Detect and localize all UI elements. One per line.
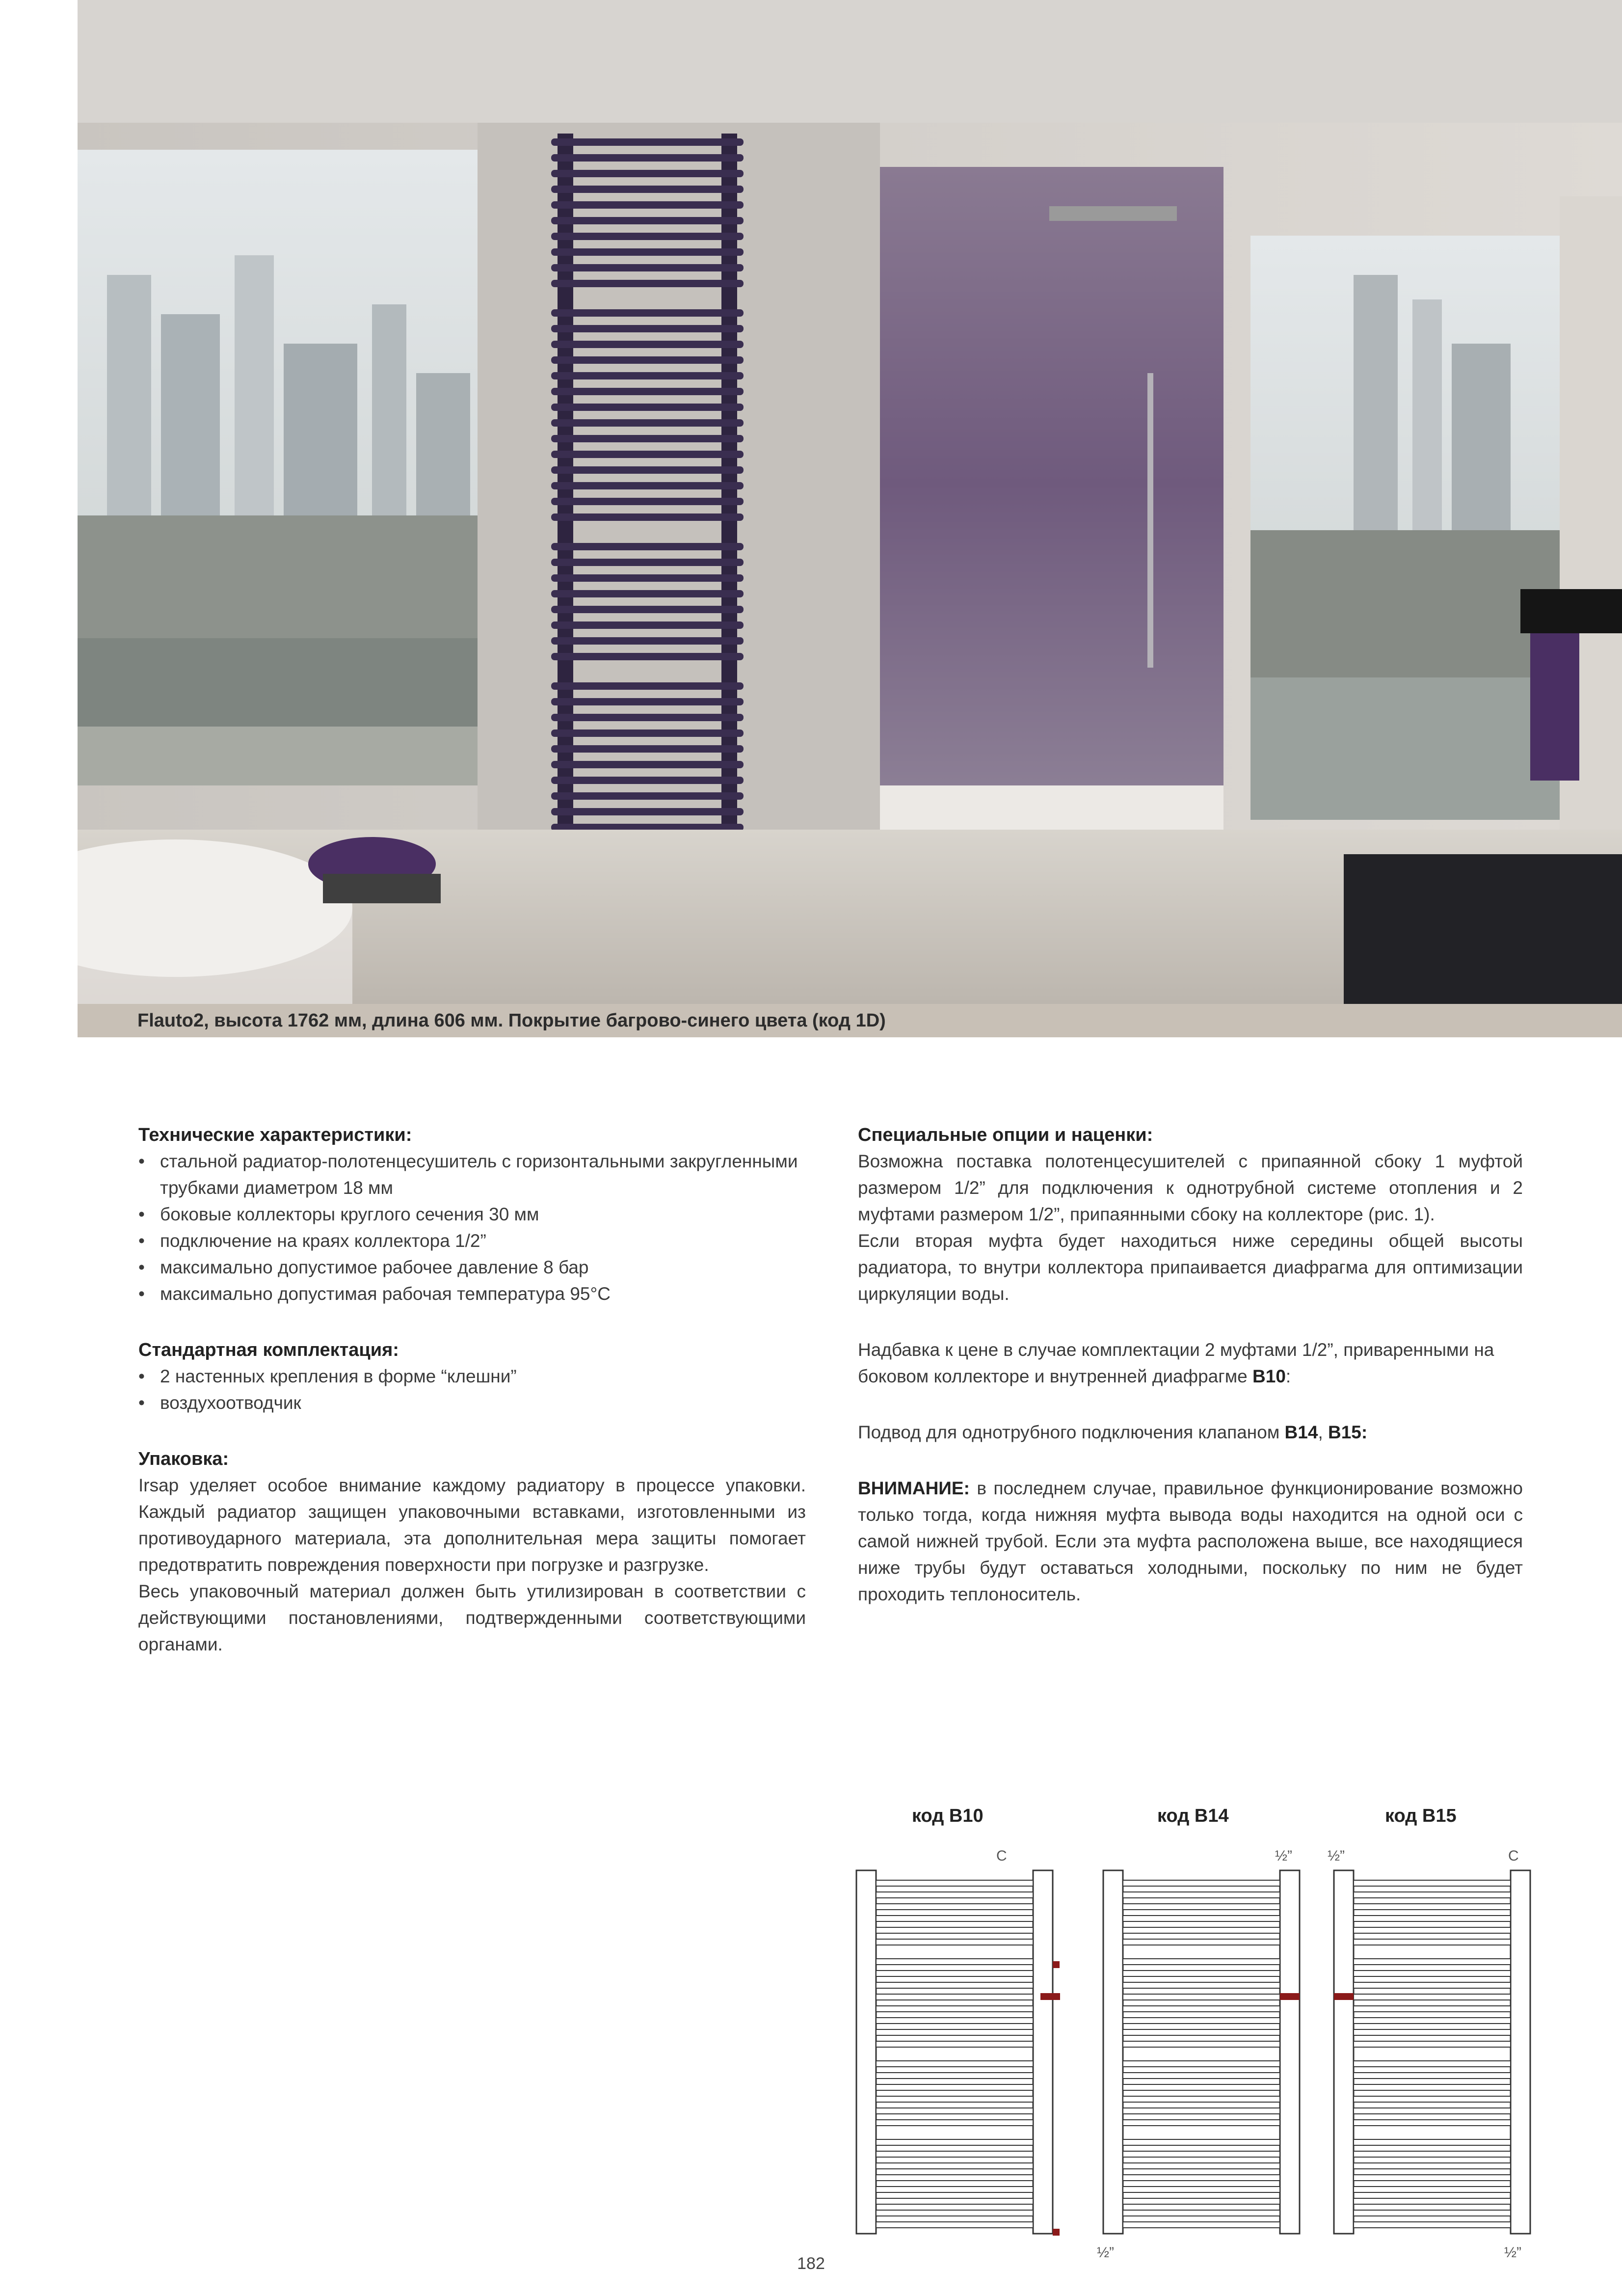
- diagram-tube: [876, 1971, 1033, 1976]
- radiator-tube: [551, 498, 744, 505]
- radiator-tube: [551, 792, 744, 800]
- diagram-tube: [876, 2187, 1033, 2192]
- diagram-tube: [1354, 1904, 1511, 1910]
- right-column: [858, 1122, 1523, 1608]
- diagram-b15-label: код B15: [1385, 1806, 1457, 1826]
- tech-list: [138, 1148, 806, 1307]
- radiator-tube: [551, 186, 744, 193]
- diagram-tube: [1354, 2120, 1511, 2126]
- collector-left: [1103, 1870, 1123, 2234]
- diagram-tube: [876, 2041, 1033, 2047]
- radiator-tube: [551, 233, 744, 240]
- connection-marker: [1334, 1993, 1354, 2000]
- attention-label: ВНИМАНИЕ:: [858, 1478, 970, 1498]
- radiator-tube: [551, 621, 744, 629]
- radiator-tube: [551, 637, 744, 645]
- tech-heading: Технические характеристики:: [138, 1125, 412, 1145]
- collector-left: [856, 1870, 876, 2234]
- radiator-tube: [551, 777, 744, 784]
- diagram-tube: [1123, 2108, 1280, 2114]
- radiator-tube: [551, 280, 744, 287]
- page-number: 182: [797, 2254, 825, 2273]
- radiator-tube: [551, 138, 744, 146]
- diagram-tube: [1123, 2187, 1280, 2192]
- diagram-tube: [876, 2018, 1033, 2024]
- radiator-tube: [551, 606, 744, 613]
- diagram-tube: [1123, 2041, 1280, 2047]
- diagram-tube: [1123, 1880, 1280, 1886]
- diagram-tube: [1354, 2175, 1511, 2181]
- diagram-tube: [876, 2120, 1033, 2126]
- diagram-tube: [1354, 1971, 1511, 1976]
- diagram-tube: [876, 2029, 1033, 2035]
- diagram-b14-label: код B14: [1157, 1806, 1229, 1826]
- diagram-tube: [1123, 2139, 1280, 2145]
- diagram-tube: [876, 2175, 1033, 2181]
- collector-left: [1334, 1870, 1354, 2234]
- diagram-tube: [876, 1959, 1033, 1965]
- attention-text: в последнем случае, правильное функционирование возможно только тогда, когда нижняя муфта вывода воды находится на одной оси с самой нижней трубой. Если эта муфта расположена выше, все находящиеся ниже трубы будут оставаться холодными, поскольку по ним не будет проходить теплоноситель.: [858, 1478, 1523, 1604]
- diagram-tube: [1123, 1982, 1280, 1988]
- left-column: [138, 1122, 806, 1658]
- diagram-tube: [876, 1892, 1033, 1898]
- collector-right: [1511, 1870, 1530, 2234]
- diagram-tube: [876, 1916, 1033, 1921]
- pack-heading: Упаковка:: [138, 1449, 229, 1469]
- radiator-tube: [551, 466, 744, 474]
- radiator-tube: [551, 513, 744, 521]
- hero-photo: [78, 0, 1622, 1004]
- radiator-tube: [551, 325, 744, 332]
- radiator-bars: [551, 138, 744, 894]
- b15-bottom-right-label: ½”: [1504, 2244, 1522, 2261]
- radiator-tube: [551, 170, 744, 177]
- std-item: • воздухоотводчик: [138, 1390, 806, 1416]
- collector-right: [1280, 1870, 1300, 2234]
- radiator-tube: [551, 698, 744, 705]
- radiator-tube: [551, 761, 744, 768]
- std-item: • 2 настенных крепления в форме “клешни”: [138, 1363, 806, 1390]
- diagram-tube: [1123, 1971, 1280, 1976]
- diagram-tube: [1354, 2163, 1511, 2169]
- std-list: [138, 1363, 806, 1416]
- diagram-tube: [1123, 1904, 1280, 1910]
- radiator-tube: [551, 154, 744, 162]
- diagram-tube: [1354, 1916, 1511, 1921]
- radiator-tube: [551, 714, 744, 721]
- connection-marker: [1053, 2229, 1060, 2236]
- radiator-tube: [551, 745, 744, 753]
- diagram-tube: [876, 1927, 1033, 1933]
- diagram-tube: [1354, 2108, 1511, 2114]
- diagram-tube: [1354, 2006, 1511, 2012]
- diagram-tube: [1123, 2084, 1280, 2090]
- tech-item: • стальной радиатор-полотенцесушитель с горизонтальными закругленными трубками диаметром 18 мм: [138, 1148, 806, 1201]
- photo-caption: Flauto2, высота 1762 мм, длина 606 мм. Покрытие багрово-синего цвета (код 1D): [137, 1010, 886, 1031]
- radiator-tube: [551, 356, 744, 364]
- radiator-tube: [551, 590, 744, 597]
- diagram-tube: [1354, 2222, 1511, 2228]
- connection-diagrams: [854, 1797, 1541, 2268]
- diagram-tube: [1354, 2041, 1511, 2047]
- options-p1: Возможна поставка полотенцесушителей с припаянной сбоку 1 муфтой размером 1/2” для подключения к однотрубной системе отопления и 2 муфтами размером 1/2”, припаянными сбоку на коллекторе (рис. 1).: [858, 1151, 1523, 1224]
- diagram-tube: [1123, 1892, 1280, 1898]
- options-heading: Специальные опции и наценки:: [858, 1125, 1153, 1145]
- radiator-tube: [551, 341, 744, 348]
- diagram-tube: [1354, 1982, 1511, 1988]
- diagram-tube: [876, 2108, 1033, 2114]
- bathroom-illustration: [78, 0, 1622, 1004]
- radiator-tube: [551, 682, 744, 690]
- diagram-tube: [1354, 2139, 1511, 2145]
- radiator-tube: [551, 435, 744, 442]
- connection-marker: [1040, 1993, 1060, 2000]
- surcharge-text: Надбавка к цене в случае комплектации 2 муфтами 1/2”, приваренными на боковом коллекторе и внутренней диафрагме: [858, 1340, 1494, 1386]
- tech-item: • боковые коллекторы круглого сечения 30 мм: [138, 1201, 806, 1228]
- tech-item: • максимально допустимое рабочее давление 8 бар: [138, 1254, 806, 1281]
- diagram-tube: [876, 2073, 1033, 2079]
- diagram-tube: [876, 1982, 1033, 1988]
- diagram-drawings: [854, 1797, 1541, 2268]
- diagram-tube: [1123, 1994, 1280, 2000]
- diagram-tube: [876, 1939, 1033, 1945]
- diagram-tube: [876, 1880, 1033, 1886]
- diagram-tube: [876, 1904, 1033, 1910]
- pack-text-1: Irsap уделяет особое внимание каждому радиатору в процессе упаковки. Каждый радиатор защищен упаковочными вставками, изготовленными из противоударного материала, эта дополнительная мера защиты помогает предотвратить повреждения поверхности при погрузке и разгрузке.: [138, 1475, 806, 1575]
- collector-right: [1033, 1870, 1053, 2234]
- radiator-tube: [551, 372, 744, 379]
- diagram-tube: [1123, 2029, 1280, 2035]
- radiator-tube: [551, 451, 744, 458]
- diagram-tube: [1123, 2222, 1280, 2228]
- diagram-b15: [1334, 1870, 1530, 2234]
- diagram-tube: [1354, 2096, 1511, 2102]
- tech-item: • максимально допустимая рабочая температура 95°C: [138, 1281, 806, 1307]
- b14-bottom-left-label: ½”: [1097, 2244, 1115, 2261]
- valve-paragraph: [858, 1419, 1523, 1446]
- diagram-tube: [876, 2006, 1033, 2012]
- b15-top-left-label: ½”: [1328, 1848, 1345, 1864]
- diagram-tube: [1123, 2061, 1280, 2067]
- radiator-tube: [551, 264, 744, 271]
- diagram-tube: [1123, 2120, 1280, 2126]
- diagram-tube: [1354, 1939, 1511, 1945]
- diagram-tube: [1123, 1916, 1280, 1921]
- photo-caption-bar: [78, 1004, 1622, 1037]
- diagram-tube: [1354, 1927, 1511, 1933]
- radiator-tube: [551, 482, 744, 489]
- std-heading: Стандартная комплектация:: [138, 1340, 399, 1360]
- diagram-tube: [1123, 1927, 1280, 1933]
- connection-marker: [1053, 1961, 1060, 1968]
- diagram-tube: [1123, 2006, 1280, 2012]
- connection-marker: [1280, 1993, 1300, 2000]
- diagram-tube: [1354, 2151, 1511, 2157]
- surcharge-code: B10: [1252, 1366, 1286, 1386]
- diagram-tube: [1354, 1959, 1511, 1965]
- radiator-tube: [551, 574, 744, 582]
- diagram-tube: [1123, 2198, 1280, 2204]
- diagram-tube: [876, 1994, 1033, 2000]
- tech-item: • подключение на краях коллектора 1/2”: [138, 1228, 806, 1254]
- diagram-tube: [1123, 2210, 1280, 2216]
- diagram-tube: [876, 2198, 1033, 2204]
- diagram-tube: [1123, 2163, 1280, 2169]
- diagram-tube: [1354, 1880, 1511, 1886]
- diagram-tube: [876, 2084, 1033, 2090]
- valve-code-1: B14: [1284, 1422, 1318, 1442]
- surcharge-end: :: [1285, 1366, 1291, 1386]
- diagram-tube: [876, 2139, 1033, 2145]
- diagram-tube: [1123, 1959, 1280, 1965]
- diagram-b10-label: код B10: [912, 1806, 984, 1826]
- diagram-tube: [876, 2061, 1033, 2067]
- diagram-tube: [876, 2151, 1033, 2157]
- radiator-tube: [551, 404, 744, 411]
- diagram-tube: [1354, 2187, 1511, 2192]
- radiator-tube: [551, 248, 744, 256]
- diagram-tube: [876, 2222, 1033, 2228]
- b14-top-left-label: C: [996, 1848, 1007, 1864]
- diagram-tube: [1354, 2029, 1511, 2035]
- diagram-b14: [1103, 1870, 1300, 2234]
- diagram-tube: [876, 2210, 1033, 2216]
- options-p2: Если вторая муфта будет находиться ниже середины общей высоты радиатора, то внутри коллектора припаивается диафрагма для оптимизации циркуляции воды.: [858, 1231, 1523, 1304]
- radiator-tube: [551, 543, 744, 550]
- radiator-tube: [551, 419, 744, 427]
- radiator-tube: [551, 388, 744, 395]
- diagram-tube: [1123, 2175, 1280, 2181]
- radiator-tube: [551, 309, 744, 317]
- diagram-tube: [1123, 2073, 1280, 2079]
- diagram-tube: [1123, 2018, 1280, 2024]
- attention-paragraph: [858, 1475, 1523, 1608]
- diagram-tube: [876, 2163, 1033, 2169]
- valve-code-2: B15:: [1328, 1422, 1368, 1442]
- b15-top-right-label: C: [1508, 1848, 1519, 1864]
- diagram-tube: [876, 2096, 1033, 2102]
- radiator-tube: [551, 217, 744, 224]
- radiator-tube: [551, 559, 744, 566]
- valve-text: Подвод для однотрубного подключения клапаном: [858, 1422, 1285, 1442]
- radiator-tube: [551, 808, 744, 815]
- radiator-tube: [551, 201, 744, 209]
- diagram-tube: [1354, 2061, 1511, 2067]
- diagram-tube: [1354, 2018, 1511, 2024]
- diagram-b10: [856, 1870, 1060, 2236]
- diagram-tube: [1123, 2096, 1280, 2102]
- valve-sep: ,: [1318, 1422, 1328, 1442]
- diagram-tube: [1354, 1892, 1511, 1898]
- diagram-tube: [1123, 1939, 1280, 1945]
- pack-text-2: Весь упаковочный материал должен быть утилизирован в соответствии с действующими постановлениями, подтвержденными соответствующими органами.: [138, 1581, 806, 1654]
- diagram-tube: [1354, 2198, 1511, 2204]
- diagram-tube: [1354, 2084, 1511, 2090]
- diagram-tube: [1354, 2073, 1511, 2079]
- diagram-tube: [1123, 2151, 1280, 2157]
- radiator-tube: [551, 729, 744, 737]
- b14-top-right-label: ½”: [1275, 1848, 1293, 1864]
- surcharge-paragraph: [858, 1337, 1523, 1390]
- diagram-tube: [1354, 1994, 1511, 2000]
- diagram-tube: [1354, 2210, 1511, 2216]
- radiator-tube: [551, 653, 744, 660]
